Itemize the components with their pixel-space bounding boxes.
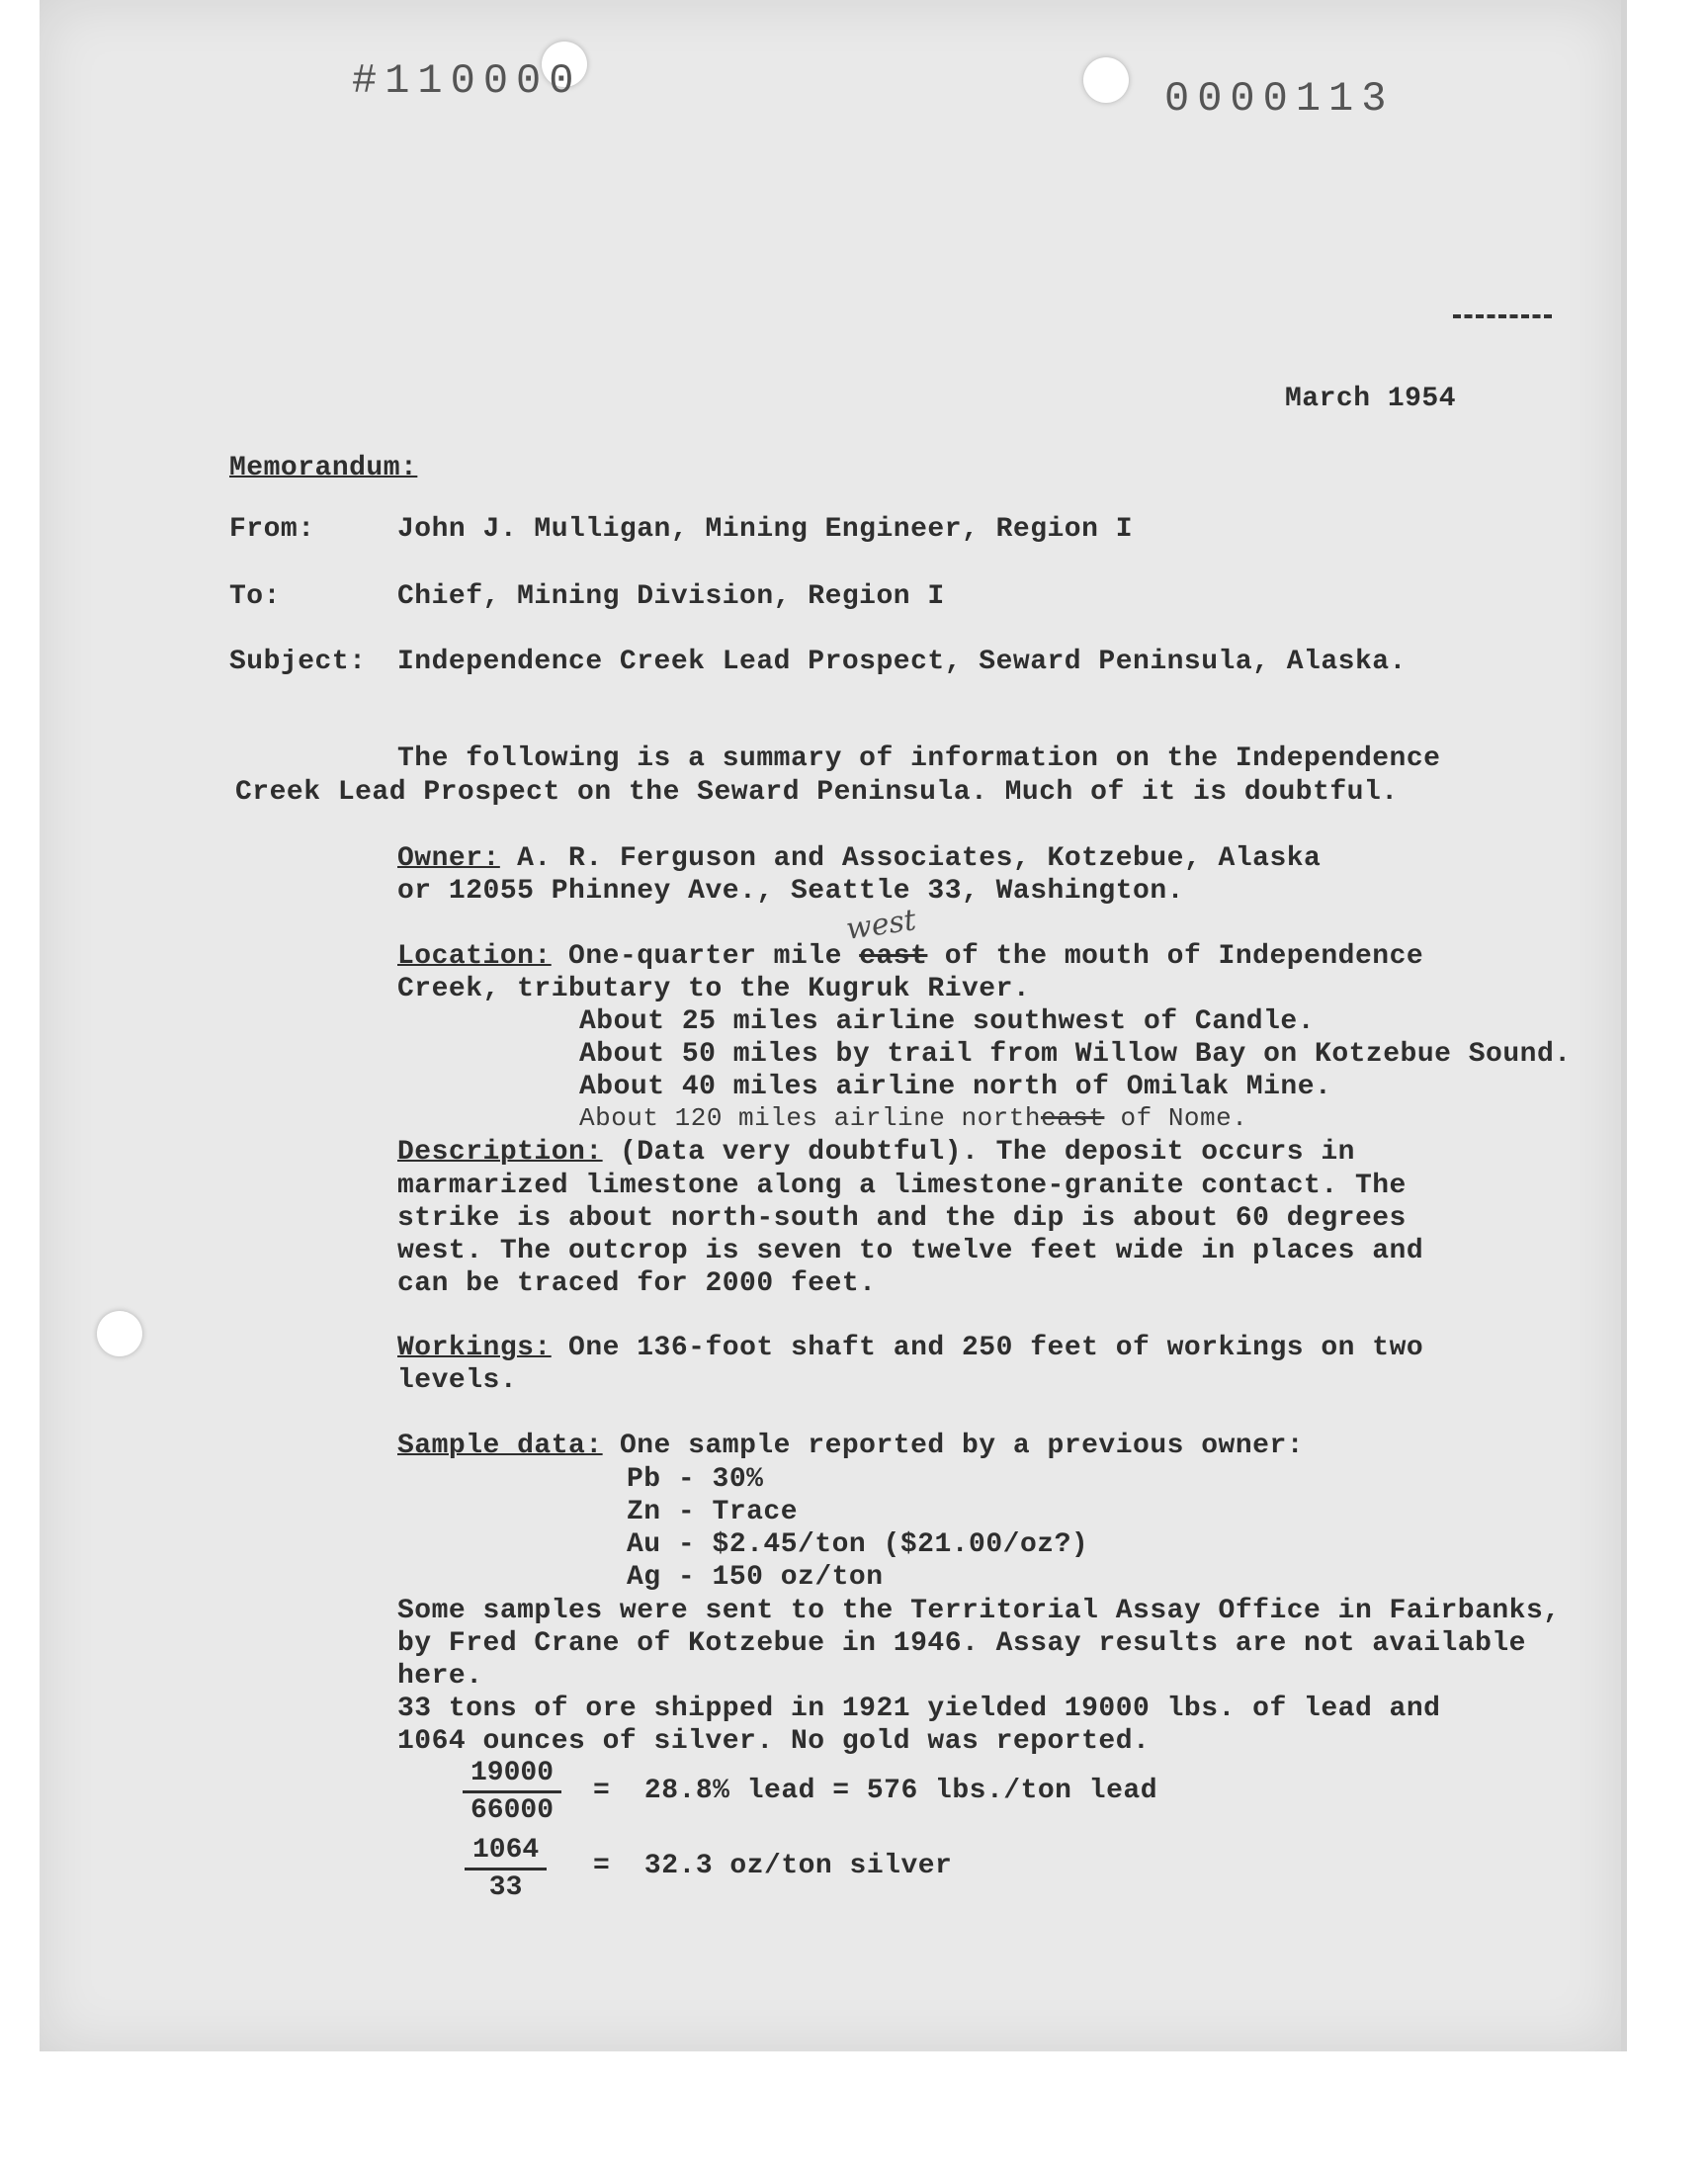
subject-label: Subject:: [229, 647, 367, 677]
location-label: Location:: [397, 941, 552, 972]
to-label: To:: [229, 581, 281, 612]
sample-data-line-1: Sample data: One sample reported by a previous owner:: [397, 1431, 1305, 1461]
assay-ag: Ag - 150 oz/ton: [627, 1562, 884, 1593]
workings-label: Workings:: [397, 1333, 552, 1363]
lead-numerator: 19000: [463, 1758, 561, 1793]
description-label: Description:: [397, 1137, 603, 1168]
sample-note-2: by Fred Crane of Kotzebue in 1946. Assay results are not available: [397, 1628, 1526, 1659]
to-value: Chief, Mining Division, Region I: [397, 581, 945, 612]
subject-value: Independence Creek Lead Prospect, Seward Peninsula, Alaska.: [397, 647, 1407, 677]
owner-label: Owner:: [397, 843, 500, 874]
owner-line-2: or 12055 Phinney Ave., Seattle 33, Washington.: [397, 876, 1184, 907]
sample-note-3: here.: [397, 1661, 483, 1692]
owner-line-1: [397, 843, 1321, 874]
sample-note-4: 33 tons of ore shipped in 1921 yielded 19000 lbs. of lead and: [397, 1694, 1441, 1724]
lead-result: = 28.8% lead = 576 lbs./ton lead: [593, 1776, 1157, 1806]
intro-line-2: Creek Lead Prospect on the Seward Peninsula. Much of it is doubtful.: [235, 777, 1399, 808]
description-line-3: strike is about north-south and the dip is about 60 degrees: [397, 1203, 1407, 1234]
header-dash-mark: [1453, 314, 1552, 323]
sample-data-label: Sample data:: [397, 1431, 603, 1461]
sample-note-1: Some samples were sent to the Territorial Assay Office in Fairbanks,: [397, 1596, 1561, 1626]
location-line-2: Creek, tributary to the Kugruk River.: [397, 974, 1031, 1004]
stamp-number-right: 0000113: [1164, 75, 1395, 123]
location-distance-willow-bay: About 50 miles by trail from Willow Bay on Kotzebue Sound.: [579, 1039, 1572, 1070]
handwritten-correction-west: west: [843, 903, 918, 947]
lead-denominator: 66000: [470, 1795, 555, 1826]
intro-line-1: The following is a summary of information on the Independence: [397, 743, 1441, 774]
silver-fraction: [465, 1835, 547, 1903]
stamp-number-left: #110000: [352, 57, 582, 105]
punch-hole-left: [97, 1311, 142, 1356]
silver-denominator: 33: [488, 1872, 523, 1903]
description-line-5: can be traced for 2000 feet.: [397, 1268, 877, 1299]
assay-au: Au - $2.45/ton ($21.00/oz?): [627, 1529, 1089, 1560]
memo-date: March 1954: [1285, 384, 1457, 414]
location-distance-omilak: About 40 miles airline north of Omilak Mine.: [579, 1072, 1332, 1102]
workings-line-1: Workings: One 136-foot shaft and 250 feet of workings on two: [397, 1333, 1424, 1363]
location-distance-nome: About 120 miles airline northeast of Nome.: [579, 1103, 1248, 1133]
location-line-1: Location: One-quarter mile east of the mouth of Independence: [397, 941, 1424, 972]
assay-zn: Zn - Trace: [627, 1497, 799, 1527]
punch-hole-top-right: [1083, 57, 1129, 103]
page-edge-shadow: [1621, 0, 1627, 2051]
description-line-4: west. The outcrop is seven to twelve feet wide in places and: [397, 1236, 1424, 1266]
memo-heading: Memorandum:: [229, 453, 418, 483]
from-value: John J. Mulligan, Mining Engineer, Region I: [397, 514, 1134, 545]
lead-fraction: [463, 1758, 561, 1826]
description-line-1: Description: (Data very doubtful). The deposit occurs in: [397, 1137, 1355, 1168]
sample-note-5: 1064 ounces of silver. No gold was reported.: [397, 1726, 1151, 1757]
from-label: From:: [229, 514, 315, 545]
silver-numerator: 1064: [465, 1835, 547, 1870]
owner-name: A. R. Ferguson and Associates, Kotzebue, Alaska: [499, 843, 1322, 874]
workings-line-2: levels.: [397, 1365, 518, 1396]
assay-pb: Pb - 30%: [627, 1464, 764, 1495]
struck-word-east: east: [859, 941, 928, 972]
description-line-2: marmarized limestone along a limestone-granite contact. The: [397, 1171, 1407, 1201]
struck-word-east-2: east: [1040, 1103, 1105, 1133]
silver-result: = 32.3 oz/ton silver: [593, 1851, 953, 1881]
location-distance-candle: About 25 miles airline southwest of Candle.: [579, 1006, 1316, 1037]
